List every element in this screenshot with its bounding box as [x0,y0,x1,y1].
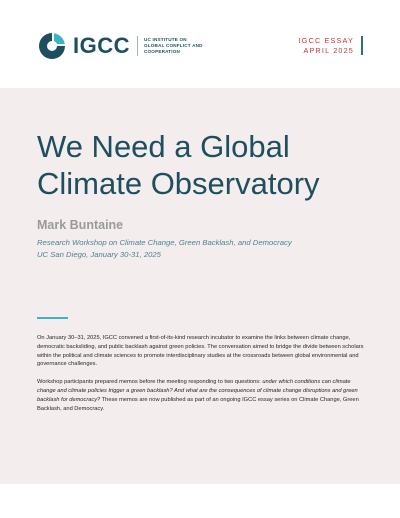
title-line-1: We Need a Global [37,129,290,164]
intro-paragraph-1: On January 30–31, 2025, IGCC convened a first-of-its-kind research incubator to examine the links between climate change, democratic backsliding, and public backlash against green policies. The conversation aimed to bridge the divide between scholars within the political and climate sciences to promote interdisciplinary studies at the crossroads between global environmental and governance challenges. [37,335,364,368]
paragraph-2-outro: These memos are now published as part of an ongoing IGCC essay series on Climate Change, Green Backlash, and Democracy. [37,396,359,412]
intro-body [37,334,367,423]
essay-tag [299,36,363,55]
paragraph-2-intro: Workshop participants prepared memos before the meeting responding to two questions: [37,379,263,386]
title-line-2: Climate Observatory [37,166,320,202]
workshop-subtitle [37,237,292,261]
logo-wordmark: IGCC [73,33,130,58]
subtitle-line-1: Research Workshop on Climate Change, Green Backlash, and Democracy [37,238,292,247]
page-header [0,0,400,88]
author-name: Mark Buntaine [37,218,124,232]
page-title [37,128,367,202]
accent-rule [37,317,68,319]
intro-paragraph-2 [37,378,367,413]
igcc-logo [37,31,208,61]
logo-divider [137,36,138,56]
paragraph-2-questions: under which conditions can climate change and climate policies trigger a green backlash? And what are the consequences of climate change disruptions and green backlash for democracy? [37,379,358,403]
igcc-globe-icon [37,31,67,61]
essay-date: APRIL 2025 [303,45,354,55]
subtitle-line-2: UC San Diego, January 30-31, 2025 [37,249,161,259]
essay-label: IGCC ESSAY [298,36,354,45]
logo-tagline: UC INSTITUTE ON GLOBAL CONFLICT AND COOPERATION [144,37,203,54]
